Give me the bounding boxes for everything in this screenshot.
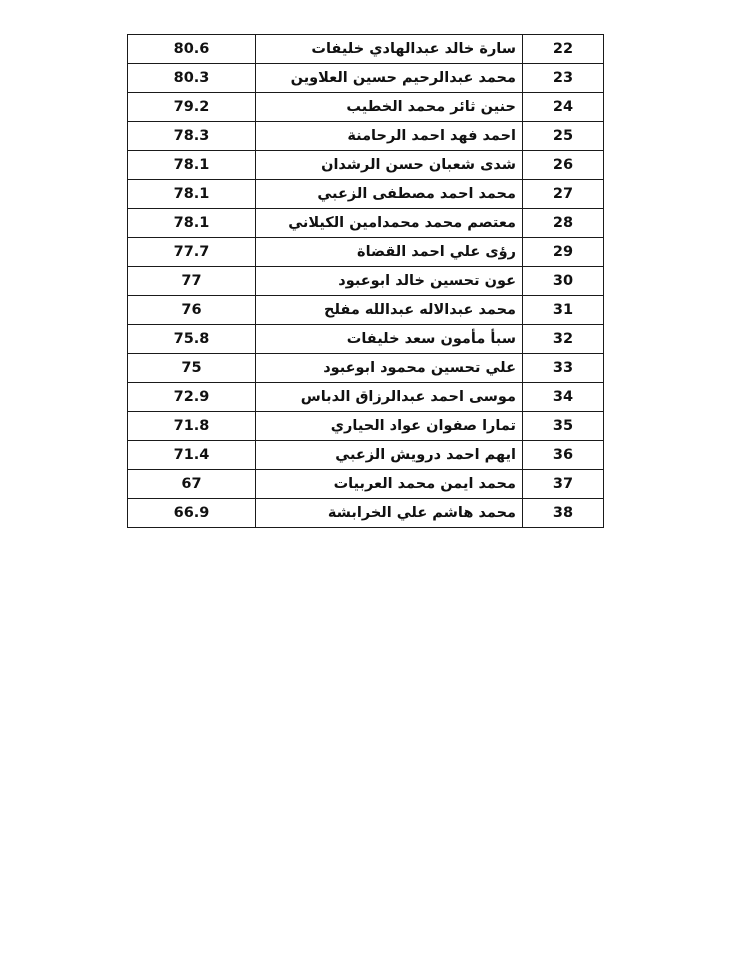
student-name-cell: سبأ مأمون سعد خليفات bbox=[256, 325, 523, 354]
table-row bbox=[128, 296, 604, 325]
student-name-cell: تمارا صفوان عواد الحياري bbox=[256, 412, 523, 441]
student-name-cell: محمد احمد مصطفى الزعبي bbox=[256, 180, 523, 209]
row-number-cell: 35 bbox=[523, 412, 604, 441]
results-table-body bbox=[128, 35, 604, 528]
score-cell: 78.1 bbox=[128, 151, 256, 180]
table-row bbox=[128, 267, 604, 296]
student-name-cell: سارة خالد عبدالهادي خليفات bbox=[256, 35, 523, 64]
row-number-cell: 25 bbox=[523, 122, 604, 151]
table-row bbox=[128, 354, 604, 383]
student-name-cell: رؤى علي احمد القضاة bbox=[256, 238, 523, 267]
table-row bbox=[128, 180, 604, 209]
row-number-cell: 28 bbox=[523, 209, 604, 238]
student-name-cell: شدى شعبان حسن الرشدان bbox=[256, 151, 523, 180]
row-number-cell: 22 bbox=[523, 35, 604, 64]
table-row bbox=[128, 383, 604, 412]
student-name-cell: موسى احمد عبدالرزاق الدباس bbox=[256, 383, 523, 412]
row-number-cell: 37 bbox=[523, 470, 604, 499]
score-cell: 75.8 bbox=[128, 325, 256, 354]
score-cell: 77 bbox=[128, 267, 256, 296]
table-row bbox=[128, 64, 604, 93]
student-name-cell: علي تحسين محمود ابوعبود bbox=[256, 354, 523, 383]
score-cell: 78.1 bbox=[128, 209, 256, 238]
table-row bbox=[128, 325, 604, 354]
score-cell: 76 bbox=[128, 296, 256, 325]
row-number-cell: 38 bbox=[523, 499, 604, 528]
row-number-cell: 27 bbox=[523, 180, 604, 209]
student-name-cell: محمد عبدالاله عبدالله مفلح bbox=[256, 296, 523, 325]
row-number-cell: 36 bbox=[523, 441, 604, 470]
score-cell: 77.7 bbox=[128, 238, 256, 267]
row-number-cell: 30 bbox=[523, 267, 604, 296]
student-name-cell: محمد هاشم علي الخرابشة bbox=[256, 499, 523, 528]
table-row bbox=[128, 470, 604, 499]
row-number-cell: 32 bbox=[523, 325, 604, 354]
table-row bbox=[128, 122, 604, 151]
table-row bbox=[128, 412, 604, 441]
score-cell: 72.9 bbox=[128, 383, 256, 412]
row-number-cell: 33 bbox=[523, 354, 604, 383]
table-row bbox=[128, 441, 604, 470]
score-cell: 78.1 bbox=[128, 180, 256, 209]
table-row bbox=[128, 209, 604, 238]
score-cell: 67 bbox=[128, 470, 256, 499]
table-row bbox=[128, 93, 604, 122]
table-row bbox=[128, 35, 604, 64]
score-cell: 71.8 bbox=[128, 412, 256, 441]
table-row bbox=[128, 499, 604, 528]
student-name-cell: محمد عبدالرحيم حسين العلاوين bbox=[256, 64, 523, 93]
row-number-cell: 26 bbox=[523, 151, 604, 180]
student-name-cell: ايهم احمد درويش الزعبي bbox=[256, 441, 523, 470]
student-name-cell: احمد فهد احمد الرحامنة bbox=[256, 122, 523, 151]
student-name-cell: محمد ايمن محمد العربيات bbox=[256, 470, 523, 499]
table-row bbox=[128, 151, 604, 180]
score-cell: 80.6 bbox=[128, 35, 256, 64]
row-number-cell: 34 bbox=[523, 383, 604, 412]
score-cell: 66.9 bbox=[128, 499, 256, 528]
results-table bbox=[127, 34, 604, 528]
score-cell: 71.4 bbox=[128, 441, 256, 470]
score-cell: 78.3 bbox=[128, 122, 256, 151]
score-cell: 79.2 bbox=[128, 93, 256, 122]
student-name-cell: معتصم محمد محمدامين الكيلاني bbox=[256, 209, 523, 238]
score-cell: 75 bbox=[128, 354, 256, 383]
table-row bbox=[128, 238, 604, 267]
row-number-cell: 23 bbox=[523, 64, 604, 93]
row-number-cell: 24 bbox=[523, 93, 604, 122]
student-name-cell: حنين ثائر محمد الخطيب bbox=[256, 93, 523, 122]
student-name-cell: عون تحسين خالد ابوعبود bbox=[256, 267, 523, 296]
score-cell: 80.3 bbox=[128, 64, 256, 93]
row-number-cell: 29 bbox=[523, 238, 604, 267]
row-number-cell: 31 bbox=[523, 296, 604, 325]
